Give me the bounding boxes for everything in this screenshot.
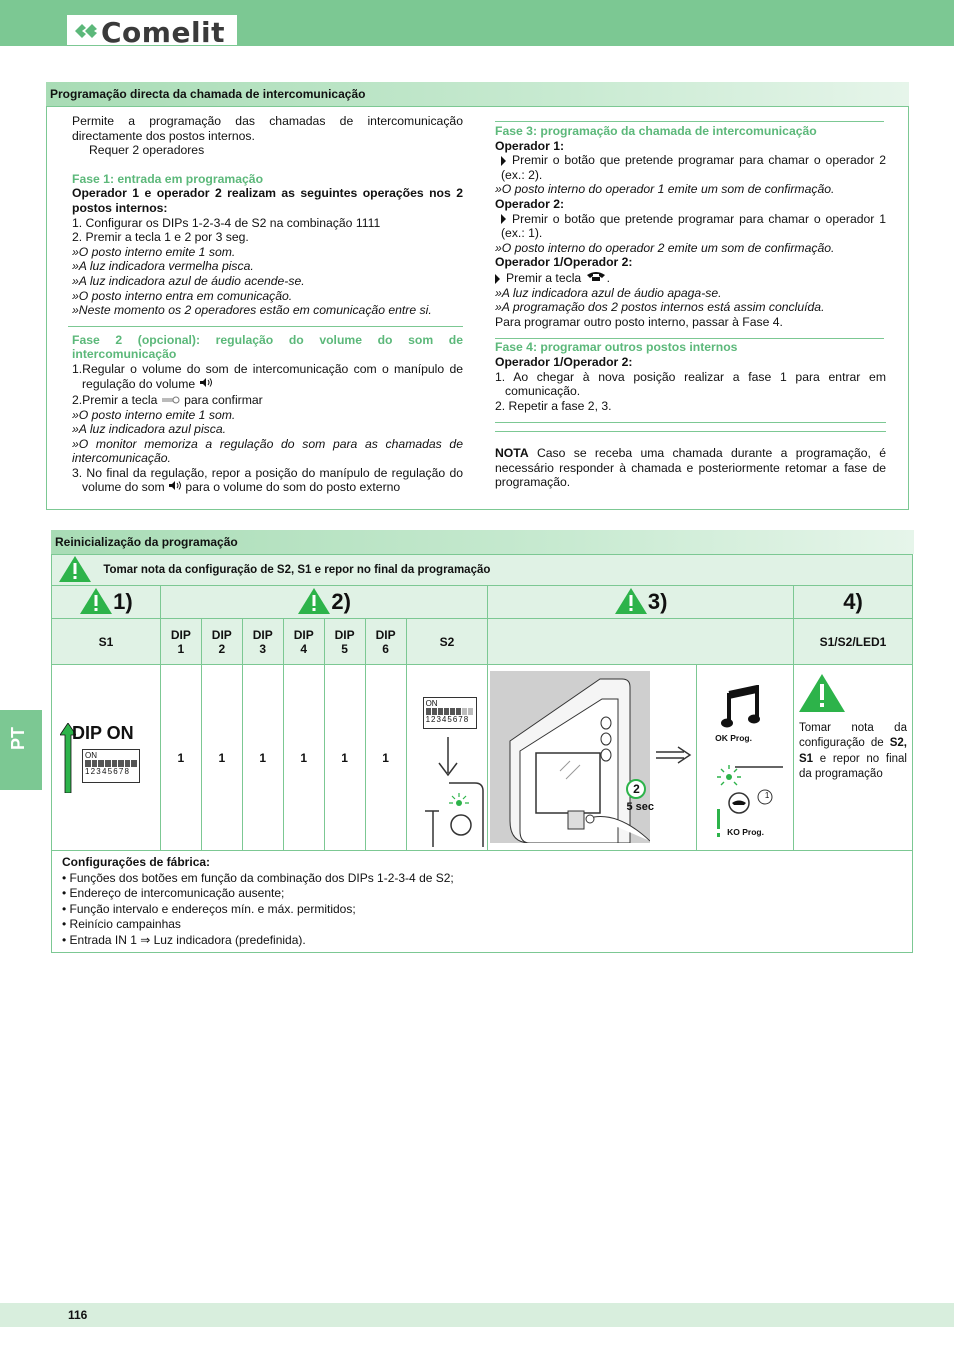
step-2-header	[160, 586, 488, 619]
phase3-title: Fase 3: programação da chamada de intercomunicação	[495, 124, 817, 138]
phase2-item-2a: 2.Premir a tecla	[72, 392, 158, 407]
s1-cell	[52, 665, 161, 851]
step-1-header	[52, 586, 161, 619]
phase2-note: »O posto interno emite 1 som.	[72, 407, 236, 422]
op12-text: Premir a tecla .	[495, 270, 886, 286]
language-tab	[0, 710, 42, 790]
page-number: 116	[68, 1308, 88, 1322]
step-label: 4)	[843, 589, 863, 614]
dip-value-2: 1	[201, 665, 242, 851]
header-dip-1	[160, 619, 201, 665]
op12-note: »A luz indicadora azul de áudio apaga-se.	[495, 285, 722, 300]
step-label: 2)	[331, 589, 351, 614]
arrow-down-icon	[437, 737, 459, 777]
monitor-illustration-cell	[488, 665, 697, 851]
factory-item: • Endereço de intercomunicação ausente;	[62, 886, 285, 900]
phase2-item-2	[72, 393, 463, 408]
divider	[68, 326, 463, 327]
ko-prog-label: KO Prog.	[727, 827, 764, 837]
phase1-item: 1. Configurar os DIPs 1-2-3-4 de S2 na combinação 1111	[72, 215, 381, 230]
dip-switch-on: ON	[425, 699, 438, 708]
header-dip-2	[201, 619, 242, 665]
op12-text-content: Premir a tecla	[506, 270, 582, 285]
op2-label: Operador 2:	[495, 196, 565, 211]
op2-text-content: Premir o botão que pretende programar para chamar o operador 1 (ex.: 1).	[501, 211, 886, 241]
dip-switch-levers	[426, 708, 474, 715]
op1-text	[495, 153, 886, 182]
op1-note: »O posto interno do operador 1 emite um som de confirmação.	[495, 182, 835, 197]
section-title-reset: Reinicialização da programação	[51, 530, 914, 554]
dip-value-1: 1	[160, 665, 201, 851]
dip-word: DIP	[211, 627, 232, 642]
factory-item: • Funções dos botões em função da combinação dos DIPs 1-2-3-4 de S2;	[62, 870, 454, 885]
divider	[495, 121, 884, 122]
step4-text-a: Tomar nota da configuração de	[798, 722, 907, 750]
dip-word: DIP	[375, 627, 396, 642]
phase2-item-1	[72, 362, 463, 393]
dip-switch-s2	[423, 697, 477, 729]
ok-prog-label: OK Prog.	[715, 733, 752, 743]
op2-text	[495, 212, 886, 241]
dip-num: 1	[177, 641, 185, 656]
phase1-note: »A luz indicadora azul de áudio acende-se.	[72, 273, 305, 288]
dip-switch-s1	[82, 749, 140, 783]
op12-note: »A programação dos 2 postos internos está assim concluída.	[495, 300, 825, 315]
phase2-item-1-text: 1.Regular o volume do som de intercomunicação com o manípulo de regulação do volume	[72, 361, 463, 392]
phase1-item: 2. Premir a tecla 1 e 2 por 3 seg.	[72, 230, 249, 245]
header-dip-4	[283, 619, 324, 665]
s2-cell	[406, 665, 488, 851]
header-s1: S1	[52, 619, 161, 665]
step-label: 1)	[113, 589, 133, 614]
factory-settings	[52, 851, 913, 953]
factory-item: • Reinício campainhas	[62, 917, 181, 931]
dip-switch-numbers: 12345678	[425, 715, 470, 724]
phase2-item-3	[72, 466, 463, 495]
dip-word: DIP	[293, 627, 314, 642]
key-icon	[161, 396, 181, 404]
dip-value-5: 1	[324, 665, 365, 851]
header-dip-6	[365, 619, 406, 665]
footer-bar	[0, 1303, 954, 1327]
dip-word: DIP	[170, 627, 191, 642]
factory-item: • Entrada IN 1 ⇒ Luz indicadora (predefinida).	[62, 932, 306, 947]
warning-text: Tomar nota da configuração de S2, S1 e repor no final da programação	[103, 564, 491, 576]
phase1-bold: Operador 1 e operador 2 realizam as seguintes operações nos 2 postos internos:	[72, 186, 463, 215]
phase1-note: »A luz indicadora vermelha pisca.	[72, 259, 254, 274]
header-s2: S2	[406, 619, 488, 665]
section-title-intercom: Programação directa da chamada de intercomunicação	[46, 82, 909, 106]
bullet-arrow-icon	[501, 214, 506, 224]
warning-icon	[614, 587, 648, 617]
note-text: Caso se receba uma chamada durante a programação, é necessário responder à chamada e posteriormente retomar a fase de programação.	[495, 446, 887, 490]
warning-icon	[798, 673, 846, 713]
implies-arrow-icon	[656, 745, 692, 765]
factory-title: Configurações de fábrica:	[62, 855, 211, 869]
phase2-note: »A luz indicadora azul pisca.	[72, 422, 227, 437]
dip-switch-numbers: 12345678	[85, 767, 131, 776]
phase1-note: »O posto interno entra em comunicação.	[72, 288, 293, 303]
warning-icon	[297, 587, 331, 617]
hold-time: 5 sec	[626, 801, 654, 813]
factory-item: • Função intervalo e endereços mín. e máx. permitidos;	[62, 901, 356, 916]
divider	[495, 422, 886, 423]
note-paragraph	[495, 446, 886, 490]
warning-row	[52, 555, 913, 586]
phase4-item: 2. Repetir a fase 2, 3.	[495, 398, 612, 413]
phase4-item: 1. Ao chegar à nova posição realizar a fase 1 para entrar em comunicação.	[495, 369, 886, 399]
dip-value-6: 1	[365, 665, 406, 851]
led-number: 1	[764, 791, 770, 800]
comelit-logo	[66, 14, 238, 49]
left-column	[72, 114, 463, 495]
button-number: 2	[626, 779, 646, 799]
phase2-item-3a: 3. No final da regulação, repor a posição do manípulo de regulação do volume do som	[72, 465, 463, 495]
dip-word: DIP	[334, 627, 355, 642]
handset-icon	[585, 270, 607, 282]
phase4-label: Operador 1/Operador 2:	[495, 354, 633, 369]
divider	[495, 431, 886, 432]
step4-text	[799, 721, 907, 782]
phase1-title: Fase 1: entrada em programação	[72, 171, 264, 186]
dip-num: 3	[259, 641, 267, 656]
phase2-note: »O monitor memoriza a regulação do som para as chamadas de intercomunicação.	[72, 436, 463, 466]
dip-num: 6	[382, 641, 389, 656]
logo-text: Comelit	[101, 16, 226, 49]
comelit-mark-icon	[73, 21, 99, 41]
requires-text: Requer 2 operadores	[89, 143, 205, 158]
step-label: 3)	[647, 589, 668, 614]
dip-on-label: DIP ON	[72, 723, 134, 743]
dip-switch-on: ON	[85, 751, 97, 760]
divider	[495, 338, 884, 339]
warning-icon	[79, 587, 113, 617]
music-note-icon	[721, 685, 761, 729]
dip-value-4: 1	[283, 665, 324, 851]
language-tab-label: PT	[8, 726, 28, 750]
step4-text-c: e repor no final da programação	[798, 752, 907, 780]
volume-icon	[168, 480, 182, 491]
op1-text-content: Premir o botão que pretende programar para chamar o operador 2 (ex.: 2).	[501, 153, 886, 182]
dip-num: 5	[341, 641, 348, 656]
monitor-illustration	[490, 671, 650, 843]
step4-text-b: S2, S1	[798, 737, 907, 765]
warning-icon	[58, 555, 92, 585]
header-empty	[488, 619, 794, 665]
phase2-title: Fase 2 (opcional): regulação do volume do som de intercomunicação	[72, 332, 463, 362]
volume-icon	[199, 377, 213, 388]
note-label: NOTA	[495, 446, 529, 461]
phase2-item-3b: para o volume do som do posto externo	[185, 480, 401, 495]
step-4-header	[793, 586, 912, 619]
header-dip-3	[242, 619, 283, 665]
header-s1s2led1: S1/S2/LED1	[793, 619, 912, 665]
button-led-icon	[425, 781, 485, 847]
op12-after: Para programar outro posto interno, passar à Fase 4.	[495, 314, 783, 329]
dip-num: 4	[300, 641, 308, 656]
dip-value-3: 1	[242, 665, 283, 851]
phase4-title: Fase 4: programar outros postos internos	[495, 340, 738, 355]
step-3-header	[488, 586, 794, 619]
bullet-arrow-icon	[501, 156, 506, 166]
dip-switch-levers	[85, 760, 137, 767]
op12-label: Operador 1/Operador 2:	[495, 255, 633, 270]
step4-cell	[793, 665, 912, 851]
bullet-arrow-icon	[495, 274, 500, 284]
phase2-item-2b: para confirmar	[184, 392, 263, 407]
dip-word: DIP	[252, 627, 273, 642]
right-column	[495, 121, 886, 490]
result-cell	[697, 665, 794, 851]
op1-label: Operador 1:	[495, 138, 565, 153]
intro-text: Permite a programação das chamadas de intercomunicação directamente dos postos internos.	[72, 114, 463, 143]
header-dip-5	[324, 619, 365, 665]
reset-table	[51, 554, 913, 953]
phase1-note: »Neste momento os 2 operadores estão em comunicação entre si.	[72, 303, 432, 318]
phase1-note: »O posto interno emite 1 som.	[72, 244, 236, 259]
dip-num: 2	[218, 641, 226, 656]
op2-note: »O posto interno do operador 2 emite um som de confirmação.	[495, 240, 835, 255]
